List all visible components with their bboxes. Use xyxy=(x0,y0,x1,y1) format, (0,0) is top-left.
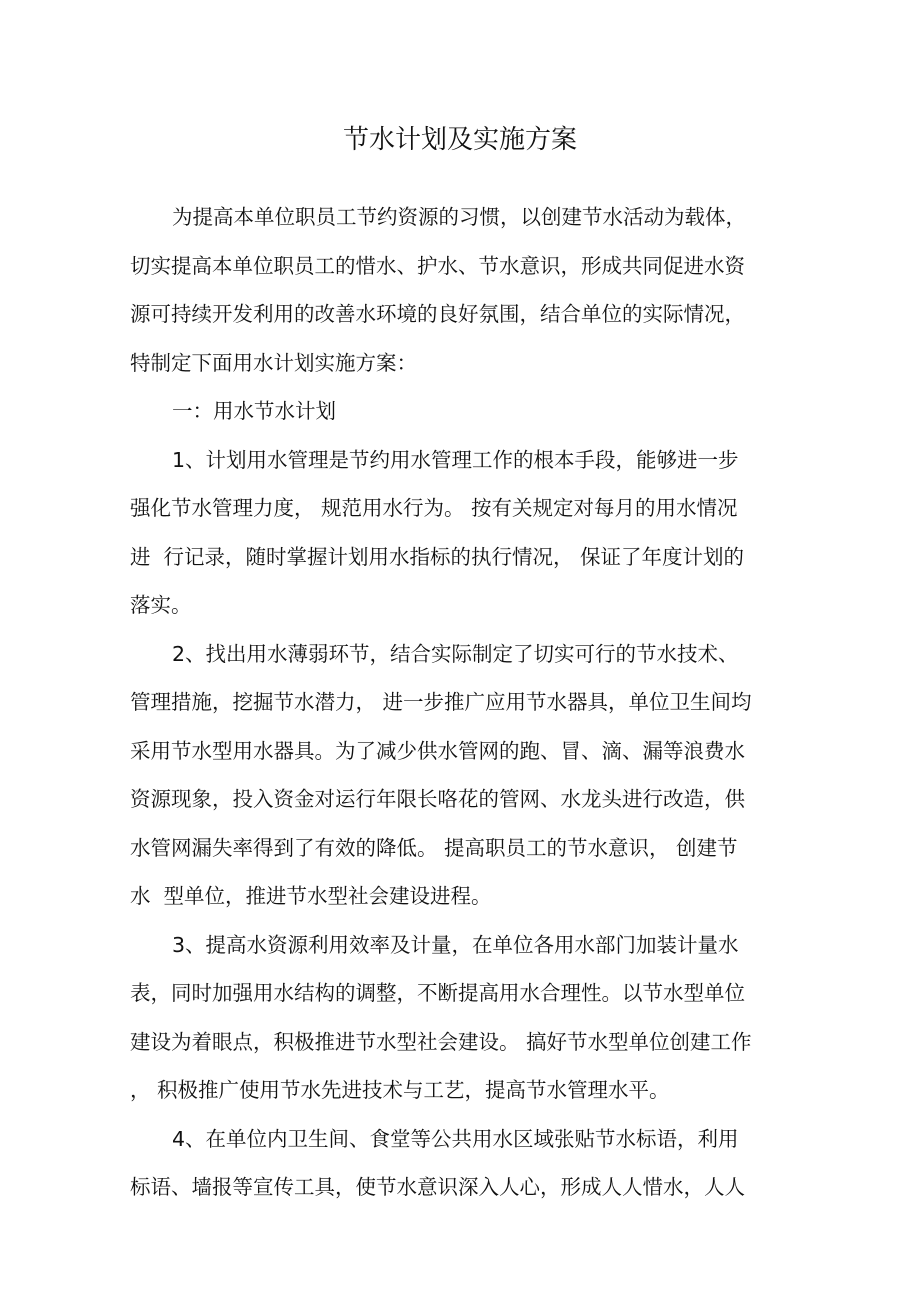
text-line: 资源现象，投入资金对运行年限长咯花的管网、水龙头进行改造，供 xyxy=(130,787,745,811)
text-line: 标语、墙报等宣传工具，使节水意识深入人心，形成人人惜水，人人 xyxy=(130,1175,745,1199)
text-line: 管理措施，挖掘节水潜力， 进一步推广应用节水器具，单位卫生间均 xyxy=(130,690,752,714)
text-line: 水 型单位，推进节水型社会建设进程。 xyxy=(130,884,492,908)
text-line: ， 积极推广使用节水先进技术与工艺，提高节水管理水平。 xyxy=(130,1078,670,1102)
text-line: 进 行记录，随时掌握计划用水指标的执行情况， 保证了年度计划的 xyxy=(130,544,745,569)
section-heading: 一：用水节水计划 xyxy=(172,399,336,423)
text-line: 强化节水管理力度， 规范用水行为。 按有关规定对每月的用水情况 xyxy=(130,496,738,520)
text-line: 采用节水型用水器具。为了减少供水管网的跑、冒、滴、漏等浪费水 xyxy=(130,738,745,763)
text-line: 建设为着眼点，积极推进节水型社会建设。 搞好节水型单位创建工作 xyxy=(130,1029,752,1054)
text-line: 1、计划用水管理是节约用水管理工作的根本手段，能够进一步 xyxy=(172,447,739,472)
text-line: 切实提高本单位职员工的惜水、护水、节水意识，形成共同促进水资 xyxy=(130,253,745,278)
text-line: 4、在单位内卫生间、食堂等公共用水区域张贴节水标语，利用 xyxy=(172,1126,739,1151)
text-line: 源可持续开发利用的改善水环境的良好氛围，结合单位的实际情况， xyxy=(130,302,745,326)
text-line: 落实。 xyxy=(130,593,192,617)
text-line: 水管网漏失率得到了有效的降低。 提高职员工的节水意识， 创建节 xyxy=(130,835,738,860)
text-line: 为提高本单位职员工节约资源的习惯，以创建节水活动为载体， xyxy=(172,205,746,229)
text-line: 2、找出用水薄弱环节，结合实际制定了切实可行的节水技术、 xyxy=(172,641,739,666)
document-title: 节水计划及实施方案 xyxy=(342,125,577,155)
text-line: 特制定下面用水计划实施方案： xyxy=(130,350,417,375)
text-line: 3、提高水资源利用效率及计量，在单位各用水部门加装计量水 xyxy=(172,932,739,957)
text-line: 表，同时加强用水结构的调整，不断提高用水合理性。以节水型单位 xyxy=(130,981,745,1005)
document-body xyxy=(130,193,780,1212)
